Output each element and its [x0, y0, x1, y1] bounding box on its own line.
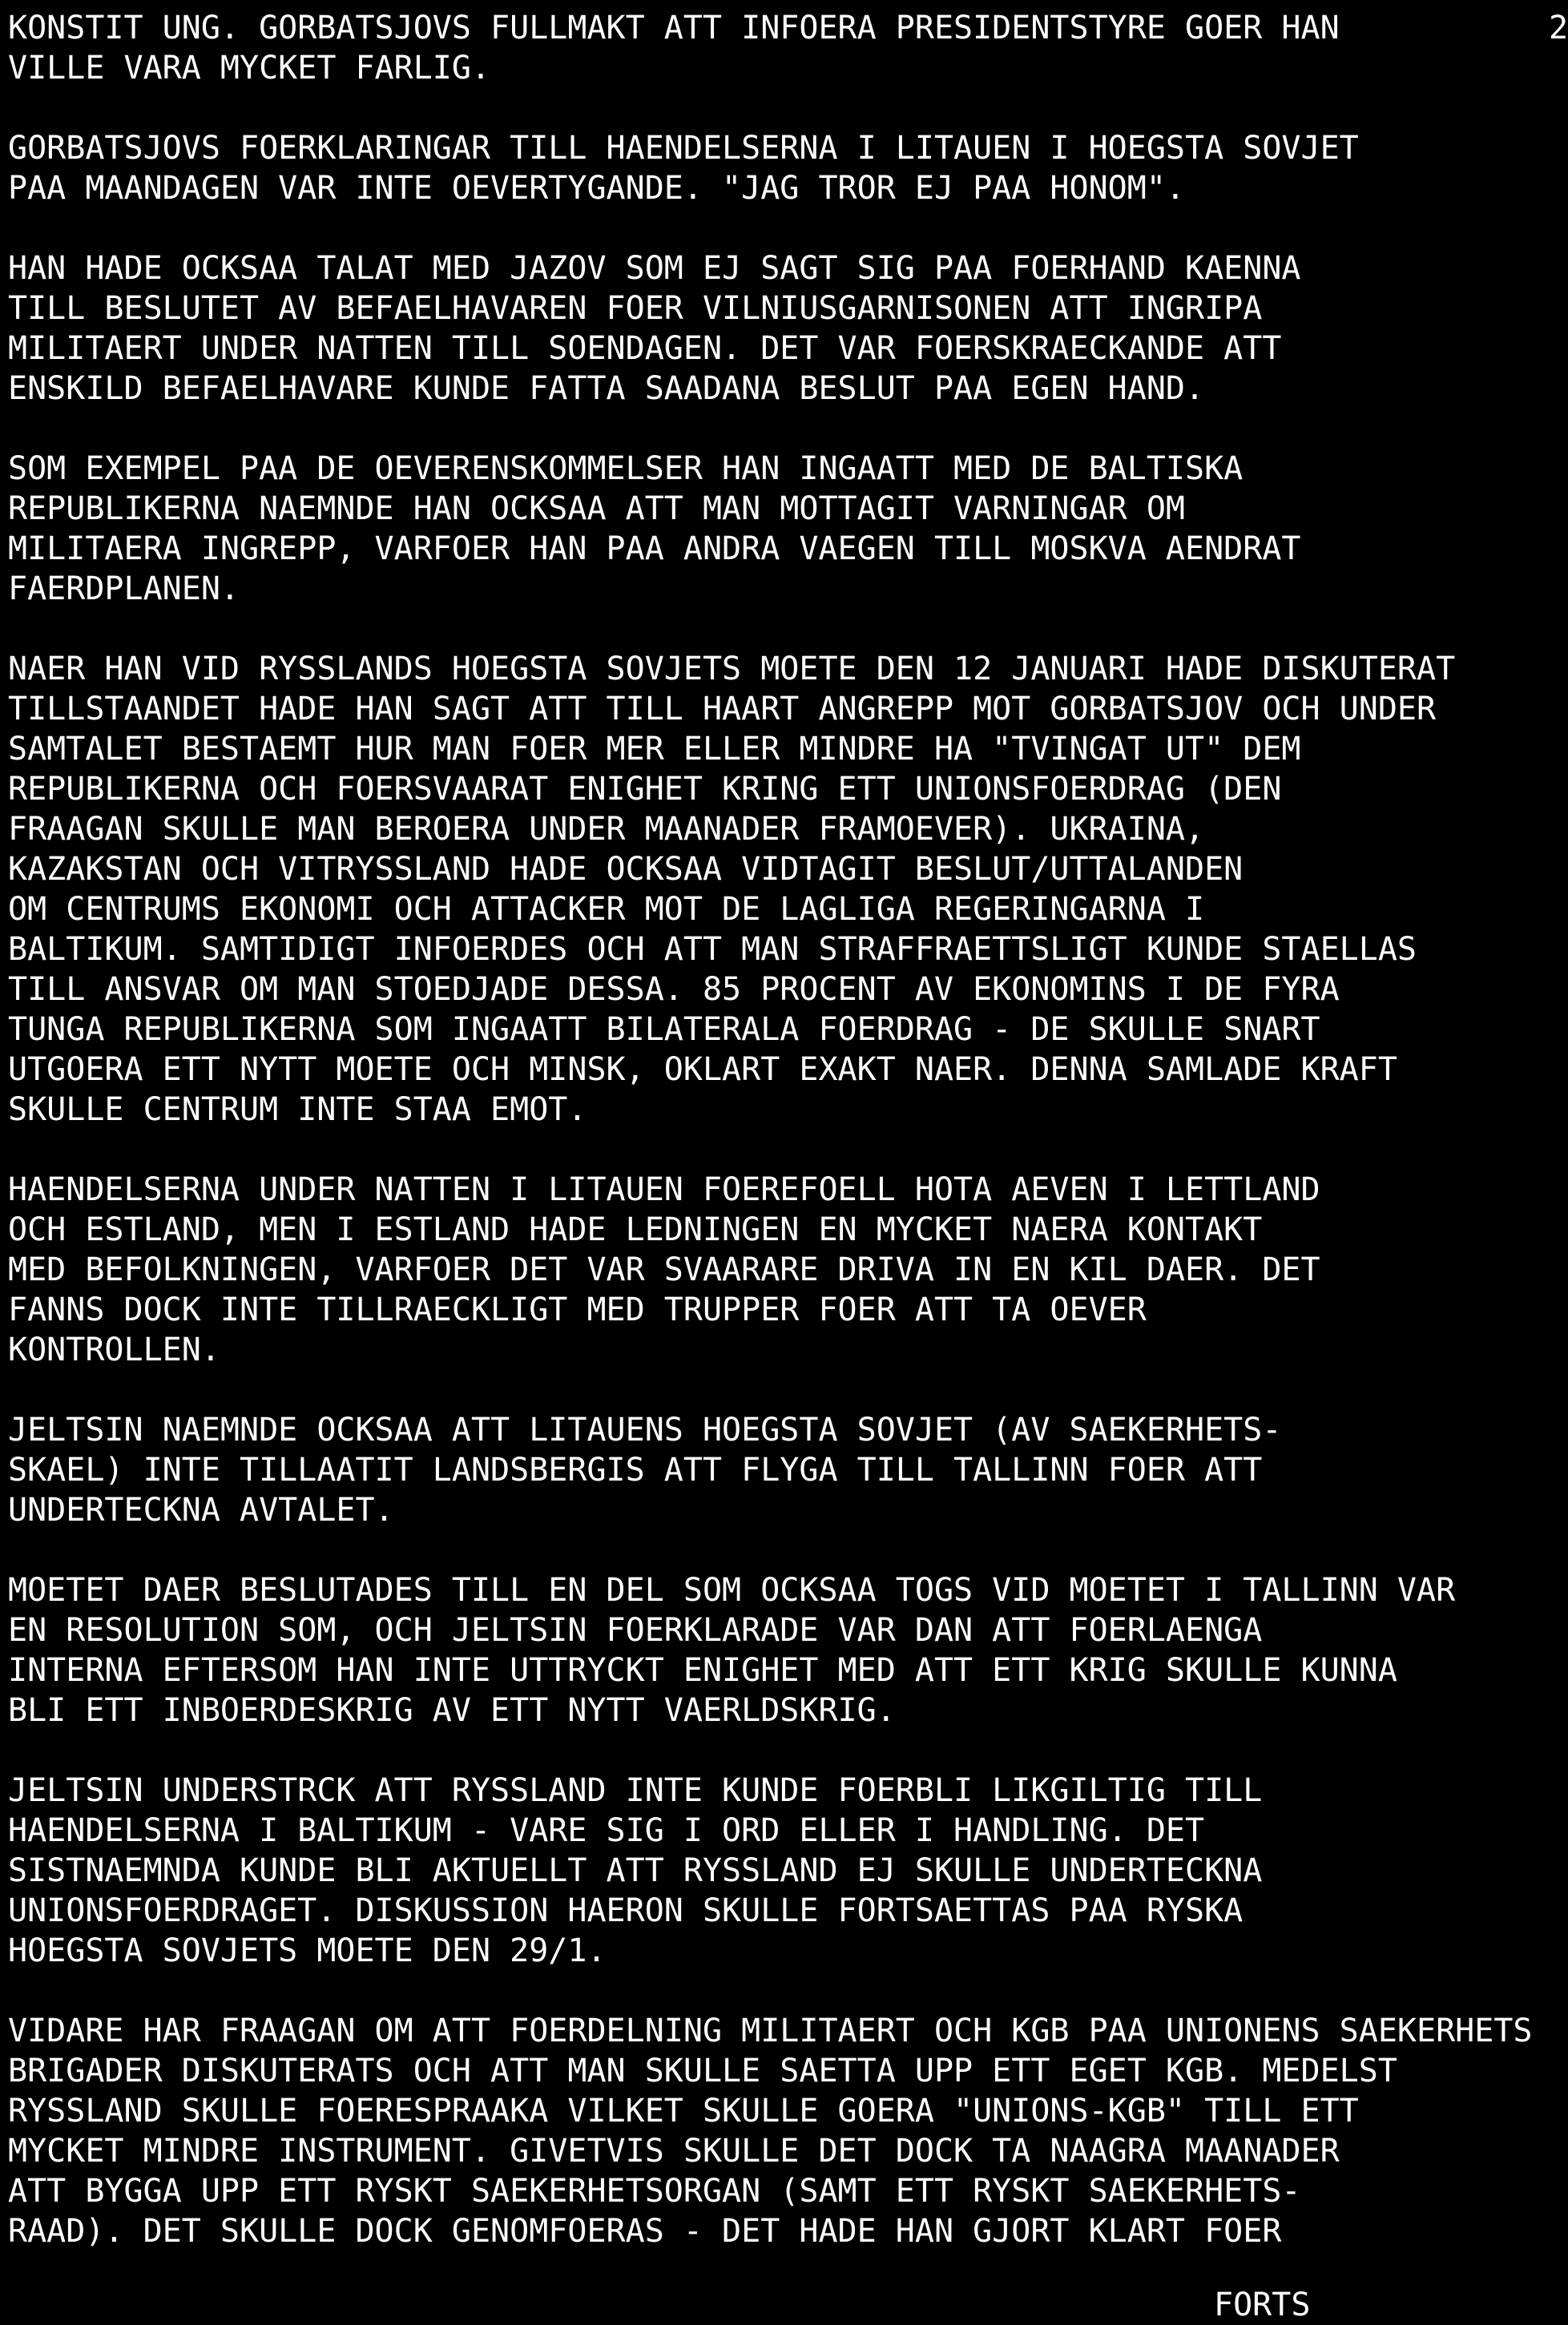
text-line: INTERNA EFTERSOM HAN INTE UTTRYCKT ENIGHET MED ATT ETT KRIG SKULLE KUNNA	[8, 1652, 1397, 1689]
text-line: SKULLE CENTRUM INTE STAA EMOT.	[8, 1091, 587, 1128]
text-line: SKAEL) INTE TILLAATIT LANDSBERGIS ATT FLYGA TILL TALLINN FOER ATT	[8, 1452, 1263, 1489]
text-line: HAN HADE OCKSAA TALAT MED JAZOV SOM EJ SAGT SIG PAA FOERHAND KAENNA	[8, 250, 1301, 287]
text-line: BRIGADER DISKUTERATS OCH ATT MAN SKULLE SAETTA UPP ETT EGET KGB. MEDELST	[8, 2053, 1397, 2089]
text-line: TILLSTAANDET HADE HAN SAGT ATT TILL HAART ANGREPP MOT GORBATSJOV OCH UNDER	[8, 691, 1437, 727]
text-line: OCH ESTLAND, MEN I ESTLAND HADE LEDNINGEN EN MYCKET NAERA KONTAKT	[8, 1211, 1263, 1248]
text-line: UNIONSFOERDRAGET. DISKUSSION HAERON SKULLE FORTSAETTAS PAA RYSKA	[8, 1892, 1244, 1929]
text-line: MILITAERA INGREPP, VARFOER HAN PAA ANDRA VAEGEN TILL MOSKVA AENDRAT	[8, 530, 1301, 567]
text-line: FRAAGAN SKULLE MAN BEROERA UNDER MAANADER FRAMOEVER). UKRAINA,	[8, 811, 1205, 848]
text-line: SISTNAEMNDA KUNDE BLI AKTUELLT ATT RYSSLAND EJ SKULLE UNDERTECKNA	[8, 1852, 1263, 1889]
paragraph-3	[8, 248, 1506, 409]
text-line: HAENDELSERNA I BALTIKUM - VARE SIG I ORD ELLER I HANDLING. DET	[8, 1812, 1205, 1849]
paragraph-8	[8, 1570, 1506, 1731]
text-line: SOM EXEMPEL PAA DE OEVERENSKOMMELSER HAN INGAATT MED DE BALTISKA	[8, 450, 1244, 487]
text-line: OM CENTRUMS EKONOMI OCH ATTACKER MOT DE LAGLIGA REGERINGARNA I	[8, 891, 1205, 928]
text-line: HOEGSTA SOVJETS MOETE DEN 29/1.	[8, 1932, 607, 1969]
text-line: REPUBLIKERNA OCH FOERSVAARAT ENIGHET KRING ETT UNIONSFOERDRAG (DEN	[8, 771, 1282, 808]
telegram-body	[8, 8, 1533, 2291]
text-line: ATT BYGGA UPP ETT RYSKT SAEKERHETSORGAN (SAMT ETT RYSKT SAEKERHETS-	[8, 2173, 1301, 2210]
text-line: KONSTIT UNG. GORBATSJOVS FULLMAKT ATT INFOERA PRESIDENTSTYRE GOER HAN	[8, 10, 1340, 46]
text-line: BLI ETT INBOERDESKRIG AV ETT NYTT VAERLDSKRIG.	[8, 1692, 896, 1729]
text-line: MED BEFOLKNINGEN, VARFOER DET VAR SVAARARE DRIVA IN EN KIL DAER. DET	[8, 1251, 1320, 1288]
text-line: UTGOERA ETT NYTT MOETE OCH MINSK, OKLART EXAKT NAER. DENNA SAMLADE KRAFT	[8, 1051, 1397, 1088]
text-line: REPUBLIKERNA NAEMNDE HAN OCKSAA ATT MAN MOTTAGIT VARNINGAR OM	[8, 490, 1186, 527]
text-line: FANNS DOCK INTE TILLRAECKLIGT MED TRUPPER FOER ATT TA OEVER	[8, 1291, 1147, 1328]
text-line: MILITAERT UNDER NATTEN TILL SOENDAGEN. DET VAR FOERSKRAECKANDE ATT	[8, 330, 1282, 367]
paragraph-4	[8, 449, 1506, 609]
paragraph-10	[8, 2011, 1533, 2251]
text-line: BALTIKUM. SAMTIDIGT INFOERDES OCH ATT MAN STRAFFRAETTSLIGT KUNDE STAELLAS	[8, 931, 1417, 968]
text-line: RAAD). DET SKULLE DOCK GENOMFOERAS - DET HADE HAN GJORT KLART FOER	[8, 2213, 1282, 2250]
text-line: GORBATSJOVS FOERKLARINGAR TILL HAENDELSERNA I LITAUEN I HOEGSTA SOVJET	[8, 130, 1359, 167]
paragraph-2	[8, 128, 1506, 208]
text-line: KONTROLLEN.	[8, 1332, 220, 1368]
paragraph-5	[8, 649, 1506, 1130]
text-line: MYCKET MINDRE INSTRUMENT. GIVETVIS SKULLE DET DOCK TA NAAGRA MAANADER	[8, 2133, 1340, 2170]
paragraph-9	[8, 1771, 1506, 1971]
text-line: KAZAKSTAN OCH VITRYSSLAND HADE OCKSAA VIDTAGIT BESLUT/UTTALANDEN	[8, 851, 1244, 888]
text-line: PAA MAANDAGEN VAR INTE OEVERTYGANDE. "JAG TROR EJ PAA HONOM".	[8, 170, 1186, 207]
text-line: HAENDELSERNA UNDER NATTEN I LITAUEN FOEREFOELL HOTA AEVEN I LETTLAND	[8, 1171, 1320, 1208]
text-line: NAER HAN VID RYSSLANDS HOEGSTA SOVJETS MOETE DEN 12 JANUARI HADE DISKUTERAT	[8, 651, 1456, 687]
text-line: VILLE VARA MYCKET FARLIG.	[8, 50, 491, 87]
page-number: 2	[1549, 10, 1568, 46]
text-line: SAMTALET BESTAEMT HUR MAN FOER MER ELLER MINDRE HA "TVINGAT UT" DEM	[8, 731, 1301, 768]
text-line: EN RESOLUTION SOM, OCH JELTSIN FOERKLARADE VAR DAN ATT FOERLAENGA	[8, 1612, 1263, 1649]
text-line: ENSKILD BEFAELHAVARE KUNDE FATTA SAADANA BESLUT PAA EGEN HAND.	[8, 370, 1205, 407]
text-line: FAERDPLANEN.	[8, 570, 240, 607]
paragraph-7	[8, 1410, 1506, 1530]
text-line: UNDERTECKNA AVTALET.	[8, 1492, 394, 1529]
continuation-marker: FORTS	[1214, 2287, 1311, 2323]
text-line: VIDARE HAR FRAAGAN OM ATT FOERDELNING MILITAERT OCH KGB PAA UNIONENS SAEKERHETS	[8, 2013, 1533, 2049]
paragraph-6	[8, 1170, 1506, 1370]
text-line: MOETET DAER BESLUTADES TILL EN DEL SOM OCKSAA TOGS VID MOETET I TALLINN VAR	[8, 1572, 1456, 1609]
text-line: RYSSLAND SKULLE FOERESPRAAKA VILKET SKULLE GOERA "UNIONS-KGB" TILL ETT	[8, 2093, 1359, 2130]
text-line: JELTSIN NAEMNDE OCKSAA ATT LITAUENS HOEGSTA SOVJET (AV SAEKERHETS-	[8, 1412, 1282, 1449]
paragraph-1	[8, 8, 1506, 88]
text-line: TILL ANSVAR OM MAN STOEDJADE DESSA. 85 PROCENT AV EKONOMINS I DE FYRA	[8, 971, 1340, 1008]
text-line: JELTSIN UNDERSTRCK ATT RYSSLAND INTE KUNDE FOERBLI LIKGILTIG TILL	[8, 1772, 1263, 1809]
text-line: TUNGA REPUBLIKERNA SOM INGAATT BILATERALA FOERDRAG - DE SKULLE SNART	[8, 1011, 1320, 1048]
text-line: TILL BESLUTET AV BEFAELHAVAREN FOER VILNIUSGARNISONEN ATT INGRIPA	[8, 290, 1263, 327]
